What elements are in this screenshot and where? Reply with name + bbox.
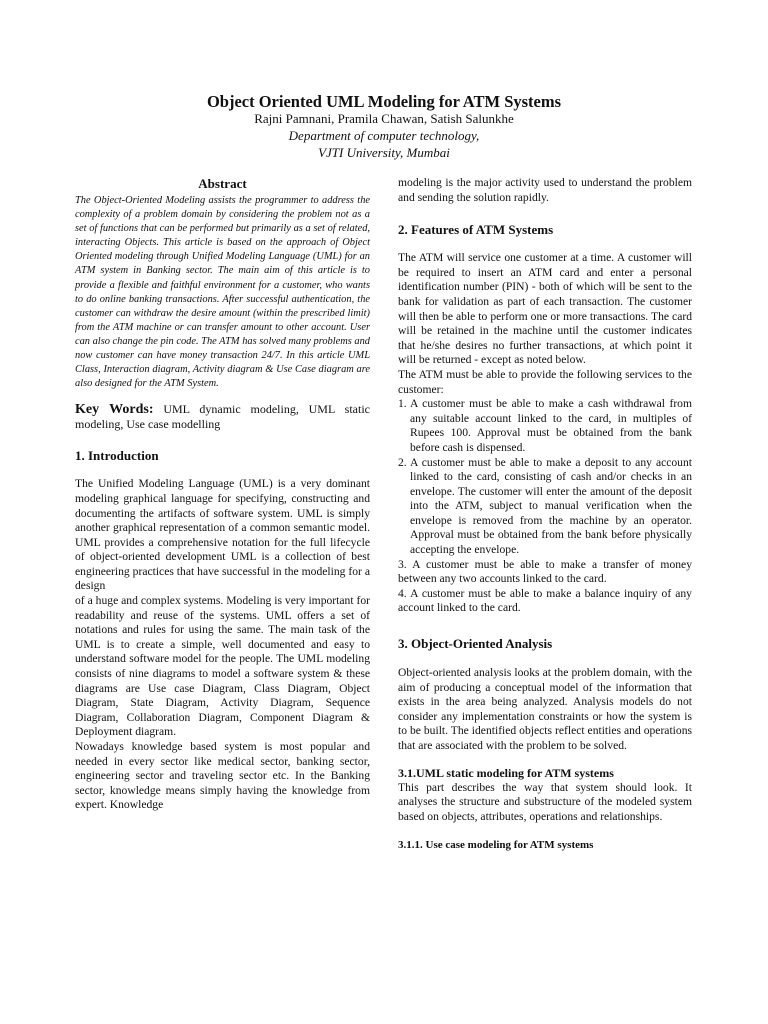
paper-authors: Rajni Pamnani, Pramila Chawan, Satish Salunkhe: [254, 111, 514, 126]
left-column: [75, 176, 370, 813]
features-heading: 2. Features of ATM Systems: [398, 222, 554, 238]
list-item-number: 1.: [398, 397, 407, 411]
features-para-1: The ATM will service one customer at a time. A customer will be required to insert an ATM card and enter a personal identification number (PIN) - both of which will be sent to the bank for validation as part of each transaction. The customer will then be able to perform one or more transactions. The card will be retained in the machine until the customer indicates that he/she desires no further transactions, at which point it will be returned - except as noted below.: [398, 251, 692, 367]
intro-para-2: of a huge and complex systems. Modeling is very important for readability and reuse of the systems. UML offers a set of notations and rules for using the same. The main task of the UML is to create a simple, well documented and easy to understand software model for the people. The UML modeling consists of nine diagrams to model a software system & these diagrams are Use case Diagram, Class Diagram, Object Diagram, State Diagram, Activity Diagram, Sequence Diagram, Collaboration Diagram, Component Diagram & Deployment diagram.: [75, 594, 370, 739]
intro-para-1: The Unified Modeling Language (UML) is a very dominant modeling graphical language for specifying, constructing and documenting the artifacts of software system. UML is simply another graphical representation of a common semantic model. UML provides a comprehensive notation for the full lifecycle of object-oriented development UML is a collection of best engineering practices that have successful in the modeling for a design: [75, 477, 370, 593]
ooa-heading: 3. Object-Oriented Analysis: [398, 636, 553, 652]
paper-header: [0, 92, 768, 161]
list-item: [398, 587, 692, 616]
features-para-2: The ATM must be able to provide the following services to the customer:: [398, 367, 692, 396]
continued-text: modeling is the major activity used to understand the problem and sending the solution rapidly.: [398, 176, 692, 204]
intro-heading: 1. Introduction: [75, 448, 159, 464]
ooa-para: Object-oriented analysis looks at the problem domain, with the aim of producing a conceptual model of the information that exists in the area being analyzed. Analysis models do not consider any implementation constraints or how the system is to be built. The identified objects reflect entities and operations that are associated with the problem to be solved.: [398, 666, 692, 752]
keywords: [75, 402, 370, 432]
intro-para-3: Nowadays knowledge based system is most popular and needed in every sector like medical sector, banking sector, engineering sector and traveling sector etc. In the Banking sector, knowledge means simply having the knowledge from expert. Knowledge: [75, 740, 370, 812]
list-item-text: A customer must be able to make a deposit to any account linked to the card, consisting of cash and/or checks in an envelope. The customer will enter the amount of the deposit into the ATM, subject to manual verification when the envelope is removed from the machine by an operator. Approval must be obtained from the bank before physically accepting the envelope.: [410, 455, 692, 557]
list-item-text: A customer must be able to make a cash withdrawal from any suitable account linked to the card, in multiples of Rupees 100. Approval must be obtained from the bank before cash is dispensed.: [410, 397, 692, 454]
list-item: [398, 397, 692, 455]
paper-department: Department of computer technology,: [288, 128, 480, 143]
paper-university: VJTI University, Mumbai: [318, 145, 450, 160]
list-item: [398, 456, 692, 558]
keywords-text: UML dynamic modeling, UML static modeling, Use case modelling: [75, 402, 370, 432]
list-item-number: 3.: [398, 557, 407, 571]
list-item-number: 2.: [398, 455, 407, 469]
list-item-number: 4.: [398, 586, 407, 600]
use-case-heading: 3.1.1. Use case modeling for ATM systems: [398, 839, 594, 852]
paper-title: Object Oriented UML Modeling for ATM Systems: [206, 92, 562, 111]
right-column: [398, 176, 692, 852]
abstract-heading: Abstract: [198, 176, 247, 191]
list-item-text: A customer must be able to make a balance inquiry of any account linked to the card.: [398, 586, 692, 615]
static-modeling-para: This part describes the way that system should look. It analyses the structure and substructure of the modeled system based on objects, attributes, operations and relationships.: [398, 780, 692, 823]
abstract-text: The Object-Oriented Modeling assists the programmer to address the complexity of a problem domain by considering the problem not as a set of functions that can be performed but primarily as a set of related, interacting Objects. This article is based on the approach of Object Oriented modeling through Unified Modeling Language (UML) for an ATM system in Banking sector. The main aim of this article is to provide a flexible and faithful environment for a customer, who wants to do online banking transactions. After successful authentication, the customer can withdraw the desire amount (within the prescribed limit) from the ATM machine or can transfer amount to other account. User can also change the pin code. The ATM has solved many problems and now customer can have money transaction 24/7. In this article UML Class, Interaction diagram, Activity diagram & Use Case diagram are also designed for the ATM System.: [75, 195, 370, 390]
list-item-text: A customer must be able to make a transfer of money between any two accounts linked to the card.: [398, 557, 692, 586]
list-item: [398, 558, 692, 587]
keywords-label: Key Words:: [75, 402, 154, 418]
static-modeling-heading: 3.1.UML static modeling for ATM systems: [398, 765, 614, 780]
